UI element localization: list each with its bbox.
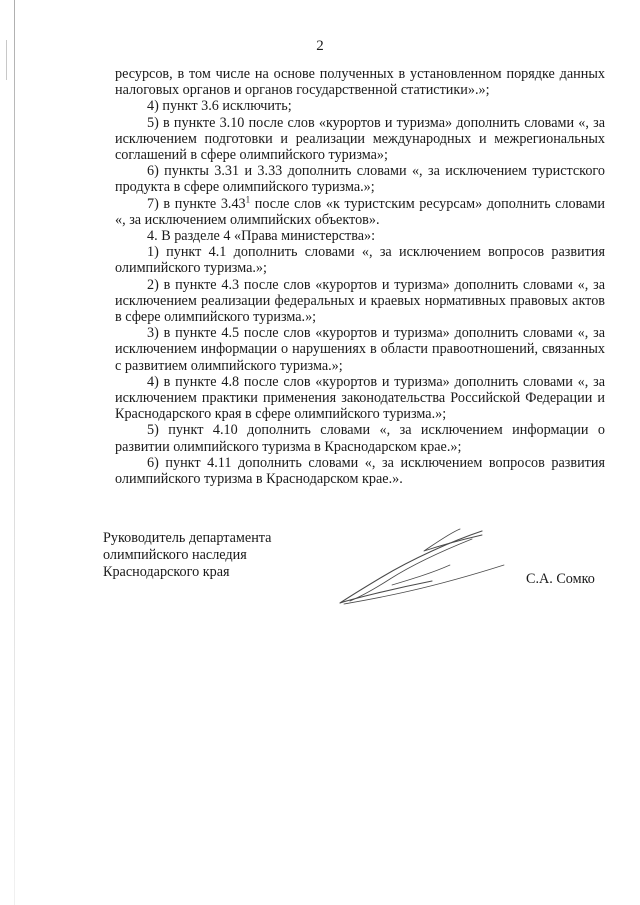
paragraph-item-3-5: 5) в пункте 3.10 после слов «курортов и туризма» дополнить словами «, за исключением подготовки и реализации международных и межрегиональных соглашений в сфере олимпийского туризма»;	[115, 114, 605, 164]
superscript: 1	[245, 193, 251, 204]
paragraph-item-4-5: 5) пункт 4.10 дополнить словами «, за исключением информации о развитии олимпийского туризма в Краснодарском крае.»;	[115, 422, 605, 455]
paragraph-item-3-6: 6) пункты 3.31 и 3.33 дополнить словами «, за исключением туристского продукта в сфере олимпийского туризма.»;	[115, 163, 605, 196]
paragraph-item-4-4: 4) в пункте 4.8 после слов «курортов и туризма» дополнить словами «, за исключением практики применения законодательства Российской Федерации и Краснодарского края в сфере олимпийского туризма.»;	[115, 373, 605, 423]
signatory-title	[103, 530, 363, 580]
page-number: 2	[316, 38, 324, 54]
paragraph-item-4-6: 6) пункт 4.11 дополнить словами «, за исключением вопросов развития олимпийского туризма в Краснодарском крае.».	[115, 454, 605, 488]
paragraph-item-3-4: 4) пункт 3.6 исключить;	[147, 98, 292, 115]
paragraph-item-3-7	[115, 193, 605, 228]
paragraph-item-4-2: 2) в пункте 4.3 после слов «курортов и туризма» дополнить словами «, за исключением реализации федеральных и краевых нормативных правовых актов в сфере олимпийского туризма.»;	[115, 276, 605, 326]
paragraph-item-4-3: 3) в пункте 4.5 после слов «курортов и туризма» дополнить словами «, за исключением информации о нарушениях в области правоотношений, связанных с развитием олимпийского туризма.»;	[115, 325, 605, 374]
paragraph-item-3-7-end: после слов «к туристским ресурсам» дополнить словами «, за исключением олимпийских объектов».	[115, 195, 605, 228]
signatory-name: С.А. Сомко	[526, 571, 595, 587]
signatory-title-line-2: олимпийского наследия	[103, 546, 247, 563]
section-4-heading: 4. В разделе 4 «Права министерства»:	[147, 228, 376, 245]
signatory-title-line-3: Краснодарского края	[103, 563, 230, 580]
paragraph-item-3-7-start: 7) в пункте 3.43	[147, 195, 246, 212]
document-body	[115, 66, 605, 487]
handwritten-signature	[332, 525, 507, 610]
signatory-title-line-1: Руководитель департамента	[103, 530, 272, 546]
scan-edge-line	[14, 0, 15, 905]
paragraph-item-4-1: 1) пункт 4.1 дополнить словами «, за исключением вопросов развития олимпийского туризма.»;	[115, 244, 605, 277]
paragraph-continuation: ресурсов, в том числе на основе полученных в установленном порядке данных налоговых органов и органов государственной статистики».»;	[115, 66, 605, 99]
